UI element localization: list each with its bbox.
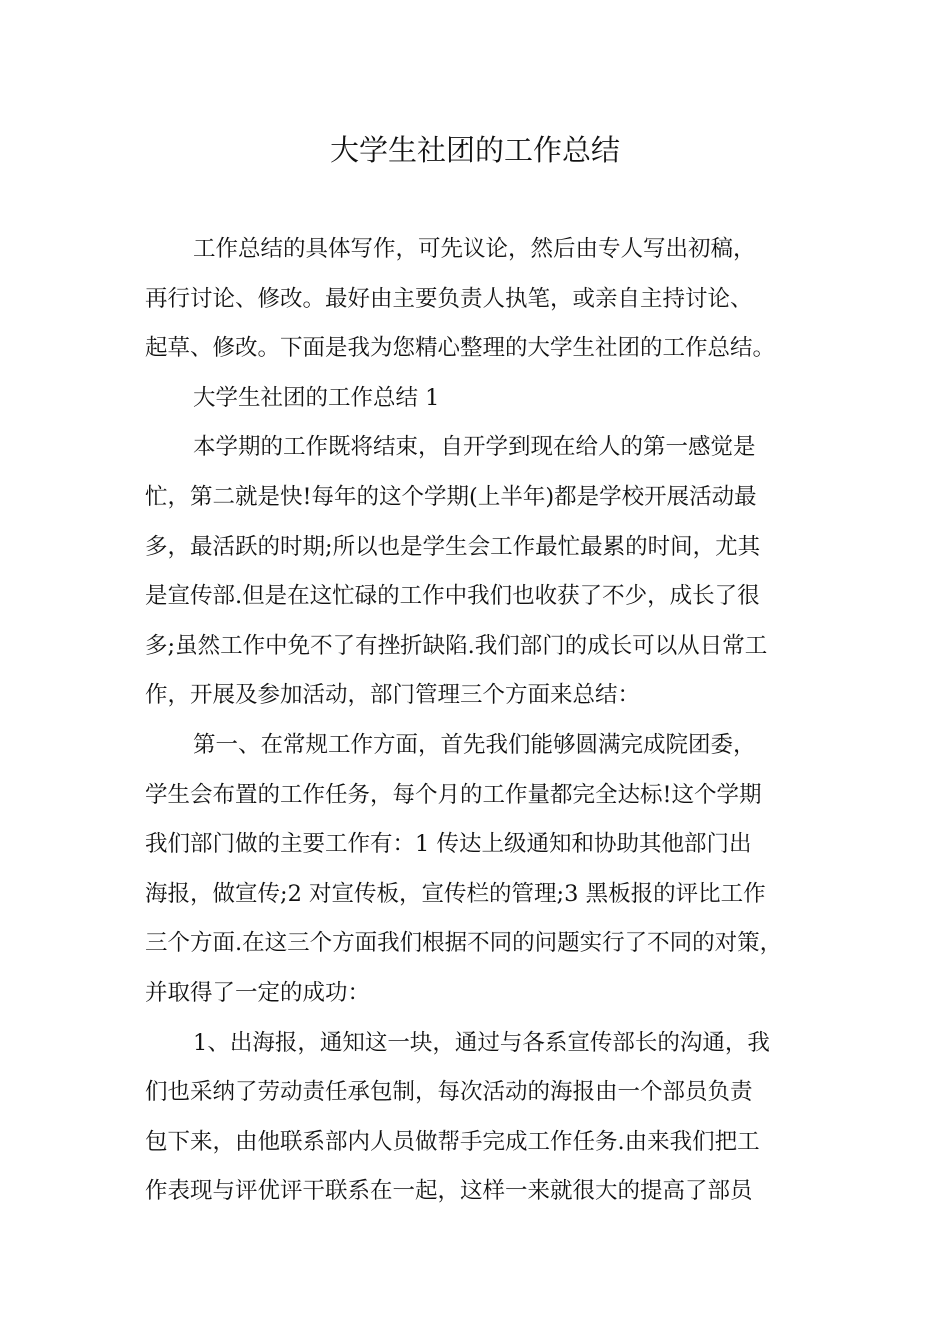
document-body <box>145 225 810 1217</box>
paragraph-line: 我们部门做的主要工作有：1 传达上级通知和协助其他部门出 <box>145 831 752 858</box>
paragraph-line: 三个方面.在这三个方面我们根据不同的问题实行了不同的对策， <box>145 930 783 957</box>
paragraph-line: 并取得了一定的成功： <box>145 979 371 1006</box>
paragraph-line: 作表现与评优评干联系在一起，这样一来就很大的提高了部员 <box>145 1178 753 1205</box>
paragraph-line: 工作总结的具体写作，可先议论，然后由专人写出初稿， <box>193 236 756 262</box>
paragraph-line: 1、出海报，通知这一块，通过与各系宣传部长的沟通，我 <box>193 1029 770 1056</box>
paragraph-line: 本学期的工作既将结束，自开学到现在给人的第一感觉是 <box>193 434 756 461</box>
section-heading: 大学生社团的工作总结 1 <box>193 384 440 411</box>
paragraph-line: 多;虽然工作中免不了有挫折缺陷.我们部门的成长可以从日常工 <box>145 632 768 659</box>
paragraph-line: 包下来，由他联系部内人员做帮手完成工作任务.由来我们把工 <box>145 1128 760 1155</box>
paragraph-line: 作，开展及参加活动，部门管理三个方面来总结： <box>145 682 641 709</box>
paragraph-line: 起草、修改。下面是我为您精心整理的大学生社团的工作总结。 <box>145 335 776 362</box>
paragraph-line: 多，最活跃的时期;所以也是学生会工作最忙最累的时间，尤其 <box>145 533 761 560</box>
paragraph-line: 第一、在常规工作方面，首先我们能够圆满完成院团委， <box>193 731 756 758</box>
paragraph-line: 海报，做宣传;2 对宣传板，宣传栏的管理;3 黑板报的评比工作 <box>145 880 766 907</box>
paragraph-line: 们也采纳了劳动责任承包制，每次活动的海报由一个部员负责 <box>145 1079 753 1106</box>
paragraph-line: 是宣传部.但是在这忙碌的工作中我们也收获了不少，成长了很 <box>145 583 760 610</box>
document-title: 大学生社团的工作总结 <box>329 133 620 167</box>
paragraph-line: 学生会布置的工作任务，每个月的工作量都完全达标!这个学期 <box>145 781 762 808</box>
paragraph-line: 再行讨论、修改。最好由主要负责人执笔，或亲自主持讨论、 <box>145 285 753 312</box>
paragraph-line: 忙，第二就是快!每年的这个学期(上半年)都是学校开展活动最 <box>145 483 757 510</box>
